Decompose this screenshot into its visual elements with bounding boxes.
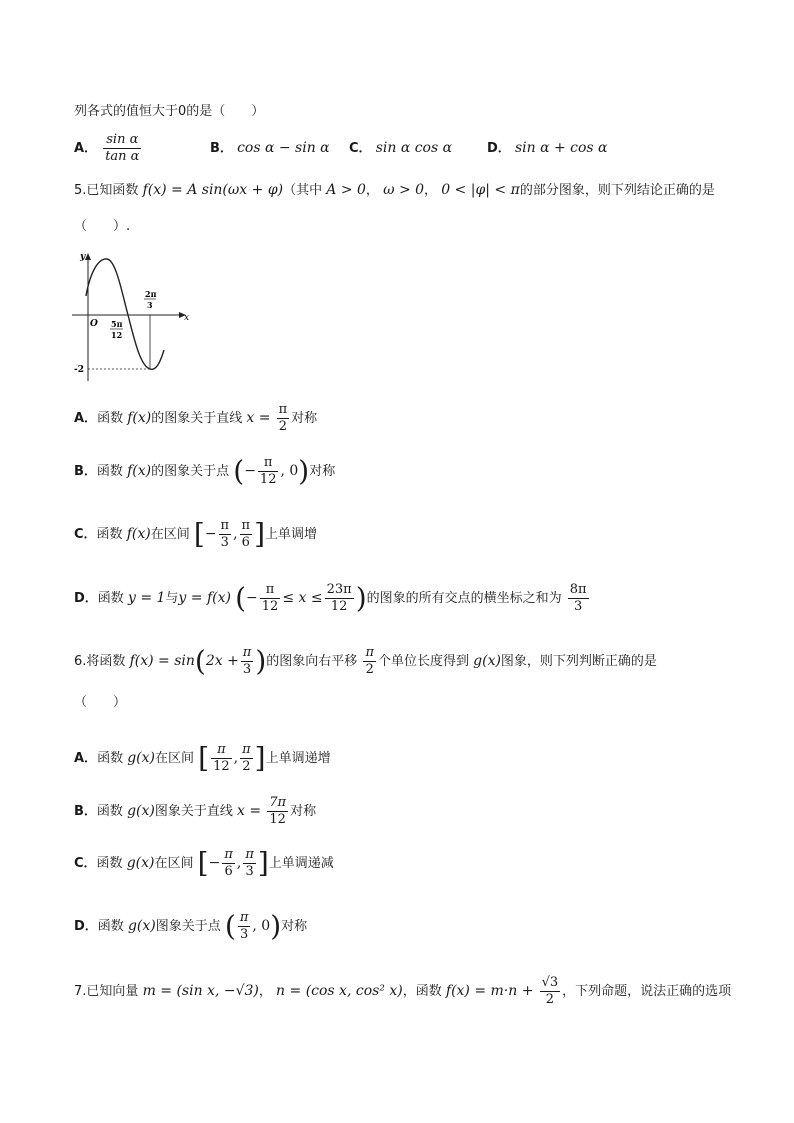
sine-curve — [86, 259, 164, 369]
q6-option-c: C．函数 g(x)在区间 [− $\frac{\pi}{6}$ , $\frac{\pi}{3}$ ]上单调递减 — [74, 846, 334, 880]
tick-2pi3-num: 2π — [145, 289, 157, 299]
q5-option-d: D．函数 y = 1与y = f(x) (− $\frac{\pi}{12}$ ≤ x ≤ $\frac{23\pi}{12}$ )的图象的所有交点的横坐标之和为 $\frac{8\pi}{3}$ — [74, 581, 587, 615]
q4-option-d: D． sin α + cos α — [487, 140, 608, 156]
q4-option-b: B． cos α − sin α — [210, 140, 330, 156]
tick-2pi3-den: 3 — [147, 300, 153, 310]
y-axis-label: y — [80, 252, 86, 262]
q4-a-fraction: $\frac{\text{sin α}}{\text{tan α}}$ — [105, 132, 140, 164]
q5-stem: 5.已知函数 f(x) = A sin(ωx + φ)（其中 A > 0， ω > 0， 0 < |φ| < π的部分图象，则下列结论正确的是 — [74, 182, 715, 198]
q6-option-a: A．函数 g(x)在区间 [ $\frac{\pi}{12}$ , $\frac{\pi}{2}$ ]上单调递增 — [74, 741, 331, 775]
q5-sine-graph — [70, 248, 196, 383]
tick-5pi12-den: 12 — [111, 330, 123, 340]
q5-option-a: A．函数 f(x)的图象关于直线 x = $\frac{\pi}{2}$ 对称 — [74, 402, 318, 434]
q6-paren: （ ） — [74, 695, 127, 710]
tick-5pi12-num: 5π — [111, 319, 123, 329]
q7-stem: 7.已知向量 m = (sin x, −√3)， n = (cos x, cos² x)，函数 f(x) = m·n + $\frac{√3}{2}$ ，下列命题，说法正确的选项 — [74, 975, 732, 1007]
q4-option-c: C． sin α cos α — [349, 140, 453, 156]
q5-paren: （ ）. — [74, 219, 131, 234]
q6-stem: 6.将函数 f(x) = sin(2x + $\frac{\pi}{3}$ )的图象向右平移 $\frac{\pi}{2}$ 个单位长度得到 g(x)图象，则下列判断正确的是 — [74, 644, 657, 678]
q5-option-b: B．函数 f(x)的图象关于点 (− $\frac{\pi}{12}$ , 0)对称 — [74, 454, 336, 488]
q4-stem: 列各式的值恒大于0的是（ ） — [74, 104, 265, 119]
q6-option-b: B．函数 g(x)图象关于直线 x = $\frac{7\pi}{12}$ 对称 — [74, 795, 317, 827]
x-axis-label: x — [184, 313, 190, 323]
y-axis-arrow — [85, 253, 91, 260]
min-label: -2 — [74, 365, 84, 375]
q5-option-c: C．函数 f(x)在区间 [− $\frac{\pi}{3}$ , $\frac{\pi}{6}$ ]上单调增 — [74, 517, 318, 551]
q4-option-a: A． $\frac{\text{sin α}}{\text{tan α}}$ — [74, 132, 140, 164]
origin-label: O — [90, 319, 98, 329]
q6-option-d: D．函数 g(x)图象关于点 ( $\frac{\pi}{3}$ , 0)对称 — [74, 909, 308, 943]
